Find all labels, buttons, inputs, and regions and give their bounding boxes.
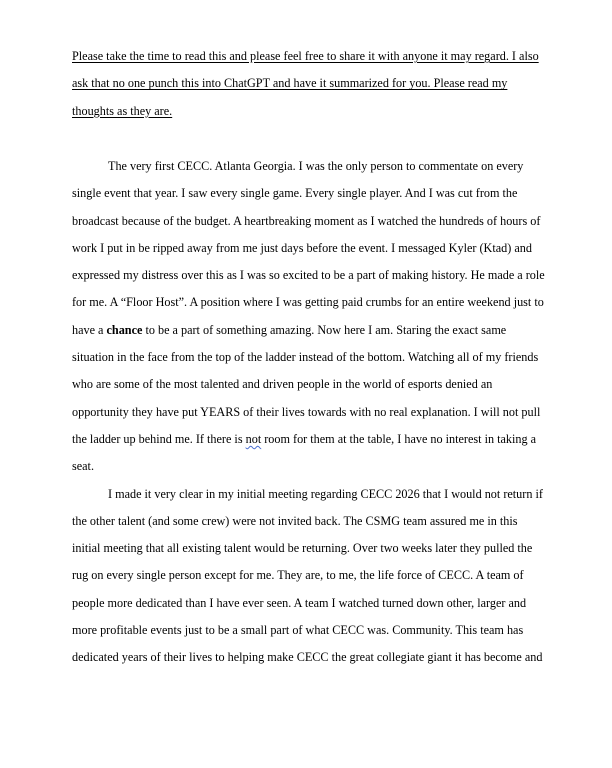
paragraph-1-line: single event that year. I saw every single game. Every single player. And I was cut from the [72,186,518,201]
text-run: to be a part of something amazing. Now here I am. Staring the exact same [142,322,507,337]
intro-note [72,43,542,125]
paragraph-2-line: rug on every single person except for me. They are, to me, the life force of CECC. A team of [72,568,524,583]
paragraph-2-line: initial meeting that all existing talent would be returning. Over two weeks later they pulled the [72,541,533,556]
paragraph-1-line: opportunity they have put YEARS of their lives towards with no real explanation. I will not pull [72,404,541,419]
grammar-flag-word: not [245,431,262,446]
paragraph-2-line: I made it very clear in my initial meeting regarding CECC 2026 that I would not return if [108,486,543,501]
paragraph-1-line: The very first CECC. Atlanta Georgia. I was the only person to commentate on every [108,159,524,173]
text-run: room for them at the table, I have no interest in taking a [261,431,537,446]
paragraph-1-line: who are some of the most talented and driven people in the world of esports denied an [72,377,493,392]
paragraph-1-line [72,426,542,453]
intro-line: Please take the time to read this and please feel free to share it with anyone it may regard. I also [72,49,539,63]
intro-line: ask that no one punch this into ChatGPT and have it summarized for you. Please read my [72,76,508,91]
intro-line: thoughts as they are. [72,103,173,118]
paragraph-1-line: for me. A “Floor Host”. A position where I was getting paid crumbs for an entire weekend just to [72,295,544,310]
paragraph-1-line [72,317,542,344]
paragraph-2-line: the other talent (and some crew) were not invited back. The CSMG team assured me in this [72,513,518,528]
paragraph-2-line: people more dedicated than I have ever seen. A team I watched turned down other, larger and [72,595,527,610]
paragraph-1-line: expressed my distress over this as I was so excited to be a part of making history. He made a role [72,268,545,283]
paragraph-2-line: more profitable events just to be a small part of what CECC was. Community. This team has [72,623,524,638]
paragraph-1-line: seat. [72,459,94,474]
paragraph-1-line: situation in the face from the top of the ladder instead of the bottom. Watching all of my friends [72,350,539,365]
paragraph-1-line: work I put in be ripped away from me just days before the event. I messaged Kyler (Ktad) and [72,240,532,255]
paragraph-2-line: dedicated years of their lives to helping make CECC the great collegiate giant it has become and [72,650,543,665]
paragraph-1-line: broadcast because of the budget. A heartbreaking moment as I watched the hundreds of hours of [72,213,541,228]
letter-body [72,153,545,672]
text-run: have a [72,322,107,337]
bold-word: chance [106,322,143,337]
text-run: the ladder up behind me. If there is [72,431,246,446]
